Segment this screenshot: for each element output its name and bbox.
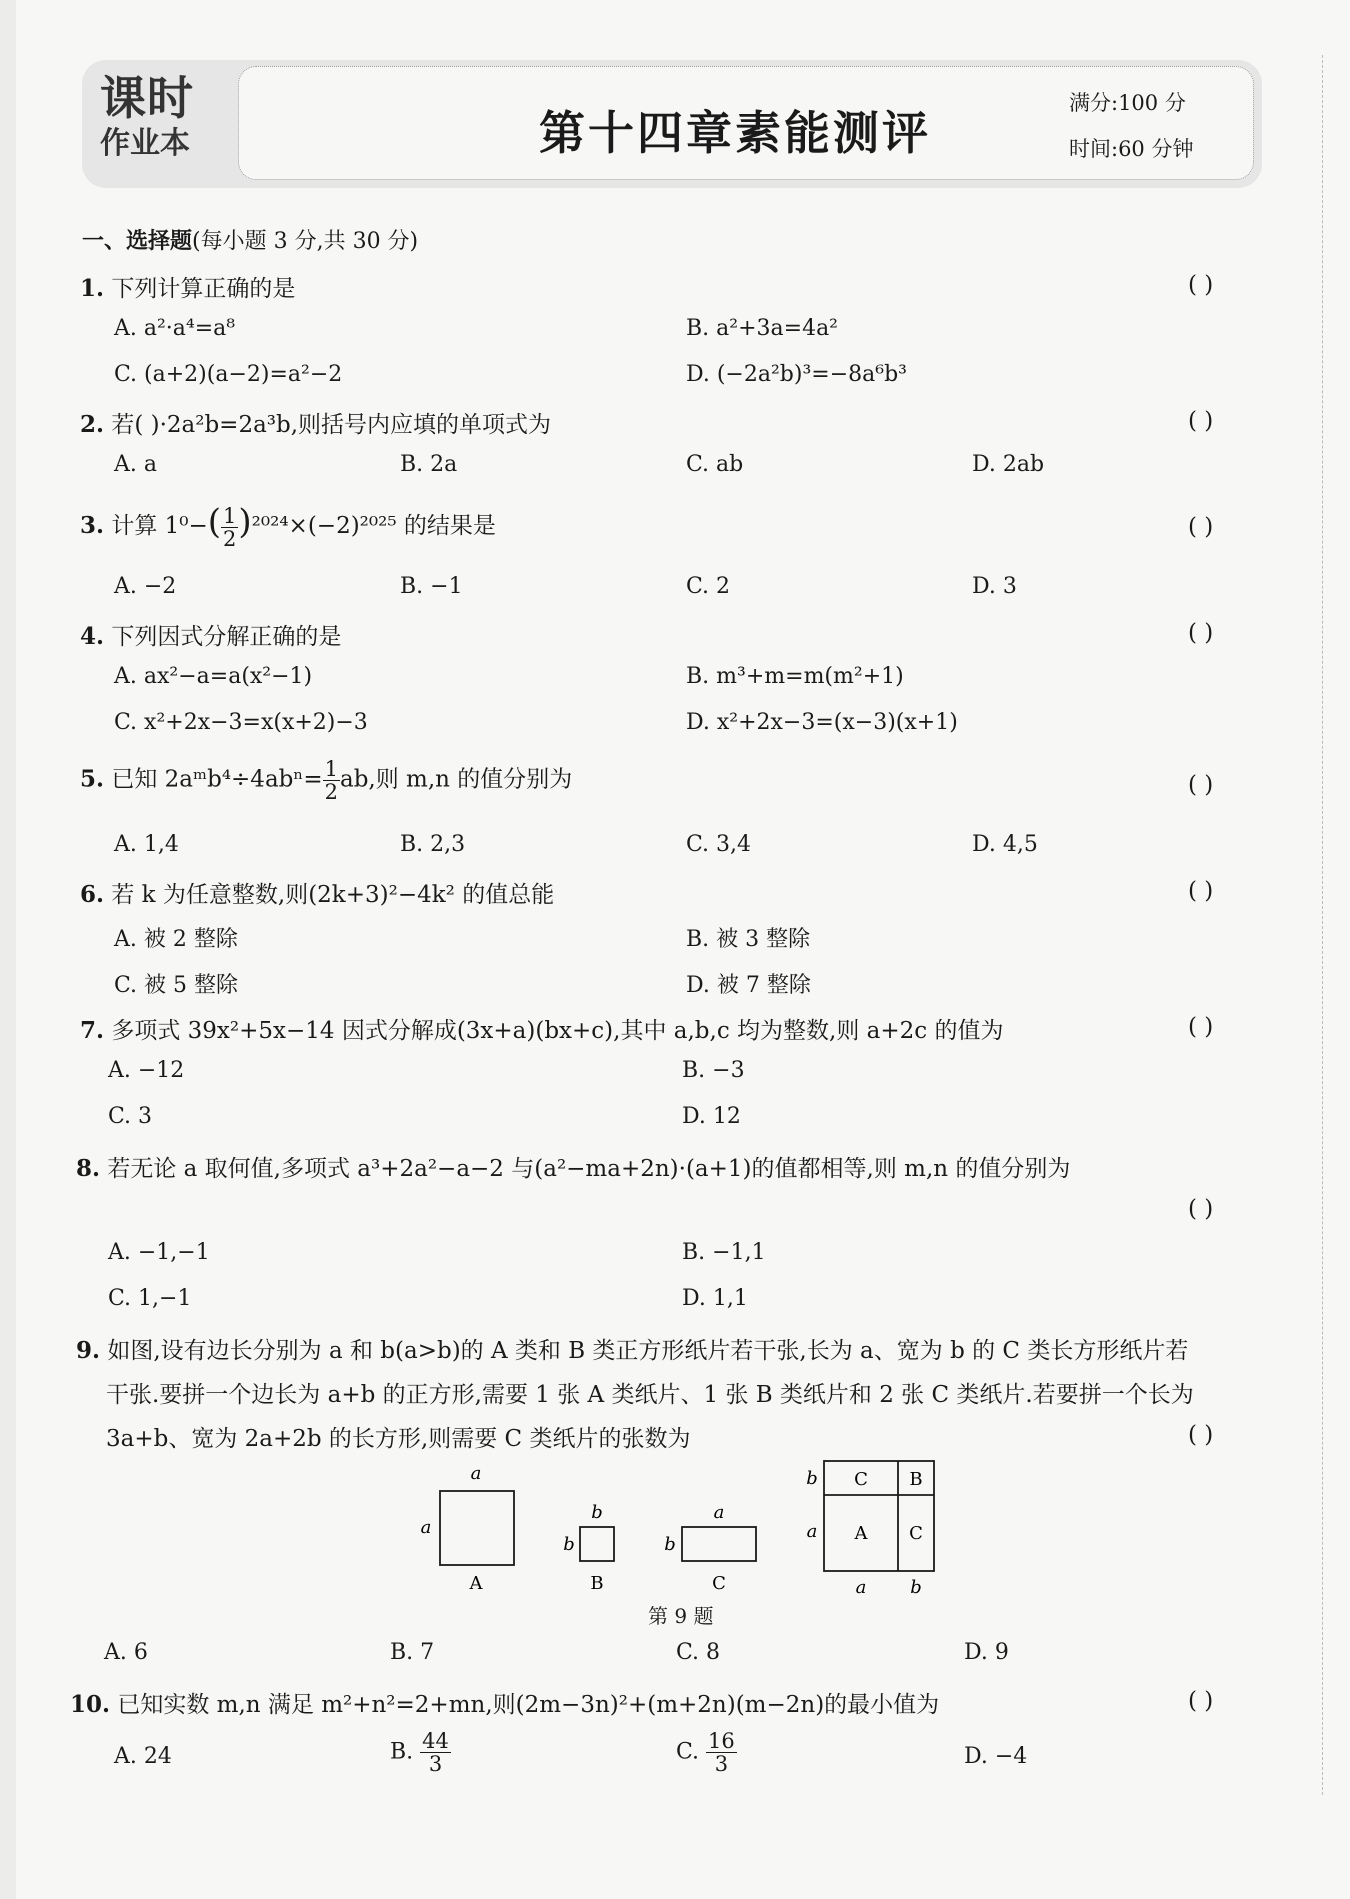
composite-cell-b: B [909,1469,923,1490]
fraction-numerator: 1 [223,503,237,528]
option-d: D. 1,1 [682,1286,748,1311]
square-a-side-label: a [420,1517,432,1538]
option-d: D. x²+2x−3=(x−3)(x+1) [686,710,958,735]
answer-bracket: ( ) [1188,408,1214,434]
answer-bracket: ( ) [1188,772,1214,798]
option-b-label: B. [390,1739,414,1765]
binding-line [1322,55,1323,1795]
option-a: A. −2 [114,574,177,599]
logo-line2: 作业本 [100,126,190,161]
option-d: D. 2ab [972,452,1045,477]
option-c: C. 8 [676,1640,721,1665]
option-c: C. 3,4 [686,832,752,857]
paren-close: ) [238,502,252,542]
question-number: 2. [80,411,105,438]
option-d: D. −4 [964,1744,1028,1769]
option-a: A. 被 2 整除 [114,927,238,952]
header-banner [82,60,1262,188]
fraction-denominator: 2 [324,780,338,804]
logo [100,72,200,182]
composite-bottom-b-label: b [910,1577,922,1598]
option-b-fraction [420,1730,451,1775]
question-number: 3. [80,512,105,539]
option-d: D. 3 [972,574,1017,599]
option-a: A. −12 [108,1058,185,1083]
option-c: C. 3 [108,1104,153,1129]
question-number: 5. [80,765,105,793]
square-a-top-label: a [470,1463,482,1484]
composite-cell-a: A [854,1523,868,1544]
composite-cell-c-right: C [909,1523,923,1544]
time-limit: 时间:60 分钟 [1069,137,1194,161]
question-1 [80,270,295,303]
fraction-numerator: 1 [324,757,338,781]
option-b: B. a²+3a=4a² [686,316,839,341]
question-3 [80,502,496,550]
option-a: A. a [114,452,157,477]
section-note: (每小题 3 分,共 30 分) [192,229,419,254]
composite-bottom-a-label: a [855,1577,867,1598]
option-b: B. −3 [682,1058,745,1083]
question-number: 8. [76,1155,101,1182]
option-a: A. 1,4 [114,832,179,857]
question-text: 下列计算正确的是 [111,276,296,302]
option-b: B. 被 3 整除 [686,927,811,952]
question-text: 下列因式分解正确的是 [111,624,342,650]
option-a: A. ax²−a=a(x²−1) [114,664,313,689]
question-number: 4. [80,623,105,650]
question-text-line2: 干张.要拼一个边长为 a+b 的正方形,需要 1 张 A 类纸片、1 张 B 类纸片和 2 张 C 类纸片.若要拼一个长为 [106,1382,1194,1408]
question-8 [76,1150,1070,1183]
question-text: 若( )·2a²b=2a³b,则括号内应填的单项式为 [111,412,552,438]
figure-caption: 第 9 题 [648,1604,714,1628]
question-text: 多项式 39x²+5x−14 因式分解成(3x+a)(bx+c),其中 a,b,c 均为整数,则 a+2c 的值为 [111,1018,1004,1044]
option-c: C. x²+2x−3=x(x+2)−3 [114,710,368,735]
logo-line1: 课时 [100,71,194,125]
rect-c-name: C [712,1573,726,1594]
square-b-side-label: b [563,1534,575,1555]
answer-bracket: ( ) [1188,1196,1214,1222]
option-b: B. 2a [400,452,458,477]
question-6 [80,876,554,909]
question-number: 10. [70,1691,111,1718]
square-b-name: B [590,1573,604,1594]
title-box [238,66,1254,180]
fraction-denominator: 3 [428,1752,443,1776]
question-text-line1: 如图,设有边长分别为 a 和 b(a>b)的 A 类和 B 类正方形纸片若干张,长为 a、宽为 b 的 C 类长方形纸片若 [107,1338,1189,1364]
option-c: C. 1,−1 [108,1286,192,1311]
option-b: B. −1,1 [682,1240,766,1265]
option-a: A. 6 [104,1640,148,1665]
question-9 [76,1332,1188,1365]
fraction-numerator: 44 [422,1729,449,1753]
option-c: C. (a+2)(a−2)=a²−2 [114,362,343,387]
question-7 [80,1012,1003,1045]
option-d: D. (−2a²b)³=−8a⁶b³ [686,362,907,387]
composite-side-b-label: b [806,1468,818,1489]
option-c-label: C. [676,1739,700,1765]
question-text: 若 k 为任意整数,则(2k+3)²−4k² 的值总能 [111,882,555,908]
page-title: 第十四章素能测评 [539,106,931,160]
square-a [440,1491,514,1565]
fraction [221,505,238,550]
fraction-denominator: 3 [714,1752,729,1776]
option-a: A. −1,−1 [108,1240,210,1265]
answer-bracket: ( ) [1188,878,1214,904]
question-text: 若无论 a 取何值,多项式 a³+2a²−a−2 与(a²−ma+2n)·(a+1)的值都相等,则 m,n 的值分别为 [107,1156,1071,1182]
option-c: C. ab [686,452,744,477]
answer-bracket: ( ) [1188,272,1214,298]
option-c [676,1730,737,1775]
option-d: D. 9 [964,1640,1009,1665]
option-b [390,1730,451,1775]
rect-c [682,1527,756,1561]
option-b: B. 2,3 [400,832,466,857]
option-c-fraction [706,1730,737,1775]
question-number: 9. [76,1337,101,1364]
fraction [323,758,340,803]
option-a: A. 24 [114,1744,172,1769]
composite-cell-c-top: C [854,1469,868,1490]
answer-bracket: ( ) [1188,1422,1214,1448]
square-b-top-label: b [591,1502,603,1523]
question-2 [80,406,551,439]
section-heading [82,224,418,255]
option-b: B. −1 [400,574,463,599]
answer-bracket: ( ) [1188,620,1214,646]
square-b [580,1527,614,1561]
option-b: B. m³+m=m(m²+1) [686,664,904,689]
option-c: C. 被 5 整除 [114,973,239,998]
composite-side-a-label: a [806,1521,818,1542]
question-5 [80,758,572,803]
option-d: D. 被 7 整除 [686,973,811,998]
scan-edge [0,0,16,1899]
answer-bracket: ( ) [1188,1014,1214,1040]
question-text-pre: 已知 2aᵐb⁴÷4abⁿ= [111,766,323,793]
rect-c-top-label: a [713,1502,725,1523]
section-title: 一、选择题 [82,229,193,254]
question-4 [80,618,341,651]
question-number: 1. [80,275,105,302]
square-a-name: A [469,1573,483,1594]
fraction-numerator: 16 [708,1729,735,1753]
option-c: C. 2 [686,574,731,599]
question-text-post: ab,则 m,n 的值分别为 [339,766,573,793]
question-10 [70,1686,939,1719]
full-score: 满分:100 分 [1069,91,1186,115]
option-d: D. 4,5 [972,832,1038,857]
question-text-line3: 3a+b、宽为 2a+2b 的长方形,则需要 C 类纸片的张数为 [106,1426,691,1452]
question-text: 已知实数 m,n 满足 m²+n²=2+mn,则(2m−3n)²+(m+2n)(m−2n)的最小值为 [117,1692,940,1718]
option-d: D. 12 [682,1104,741,1129]
answer-bracket: ( ) [1188,514,1214,540]
question-number: 6. [80,881,105,908]
rect-c-side-label: b [664,1534,676,1555]
fraction-denominator: 2 [223,526,237,551]
option-b: B. 7 [390,1640,435,1665]
option-a: A. a²·a⁴=a⁸ [114,316,236,341]
answer-bracket: ( ) [1188,1688,1214,1714]
question-text-post: ²⁰²⁴×(−2)²⁰²⁵ 的结果是 [251,513,496,539]
paren-open: ( [207,502,222,542]
question-number: 7. [80,1017,105,1044]
question-text-pre: 计算 1⁰− [111,513,208,539]
